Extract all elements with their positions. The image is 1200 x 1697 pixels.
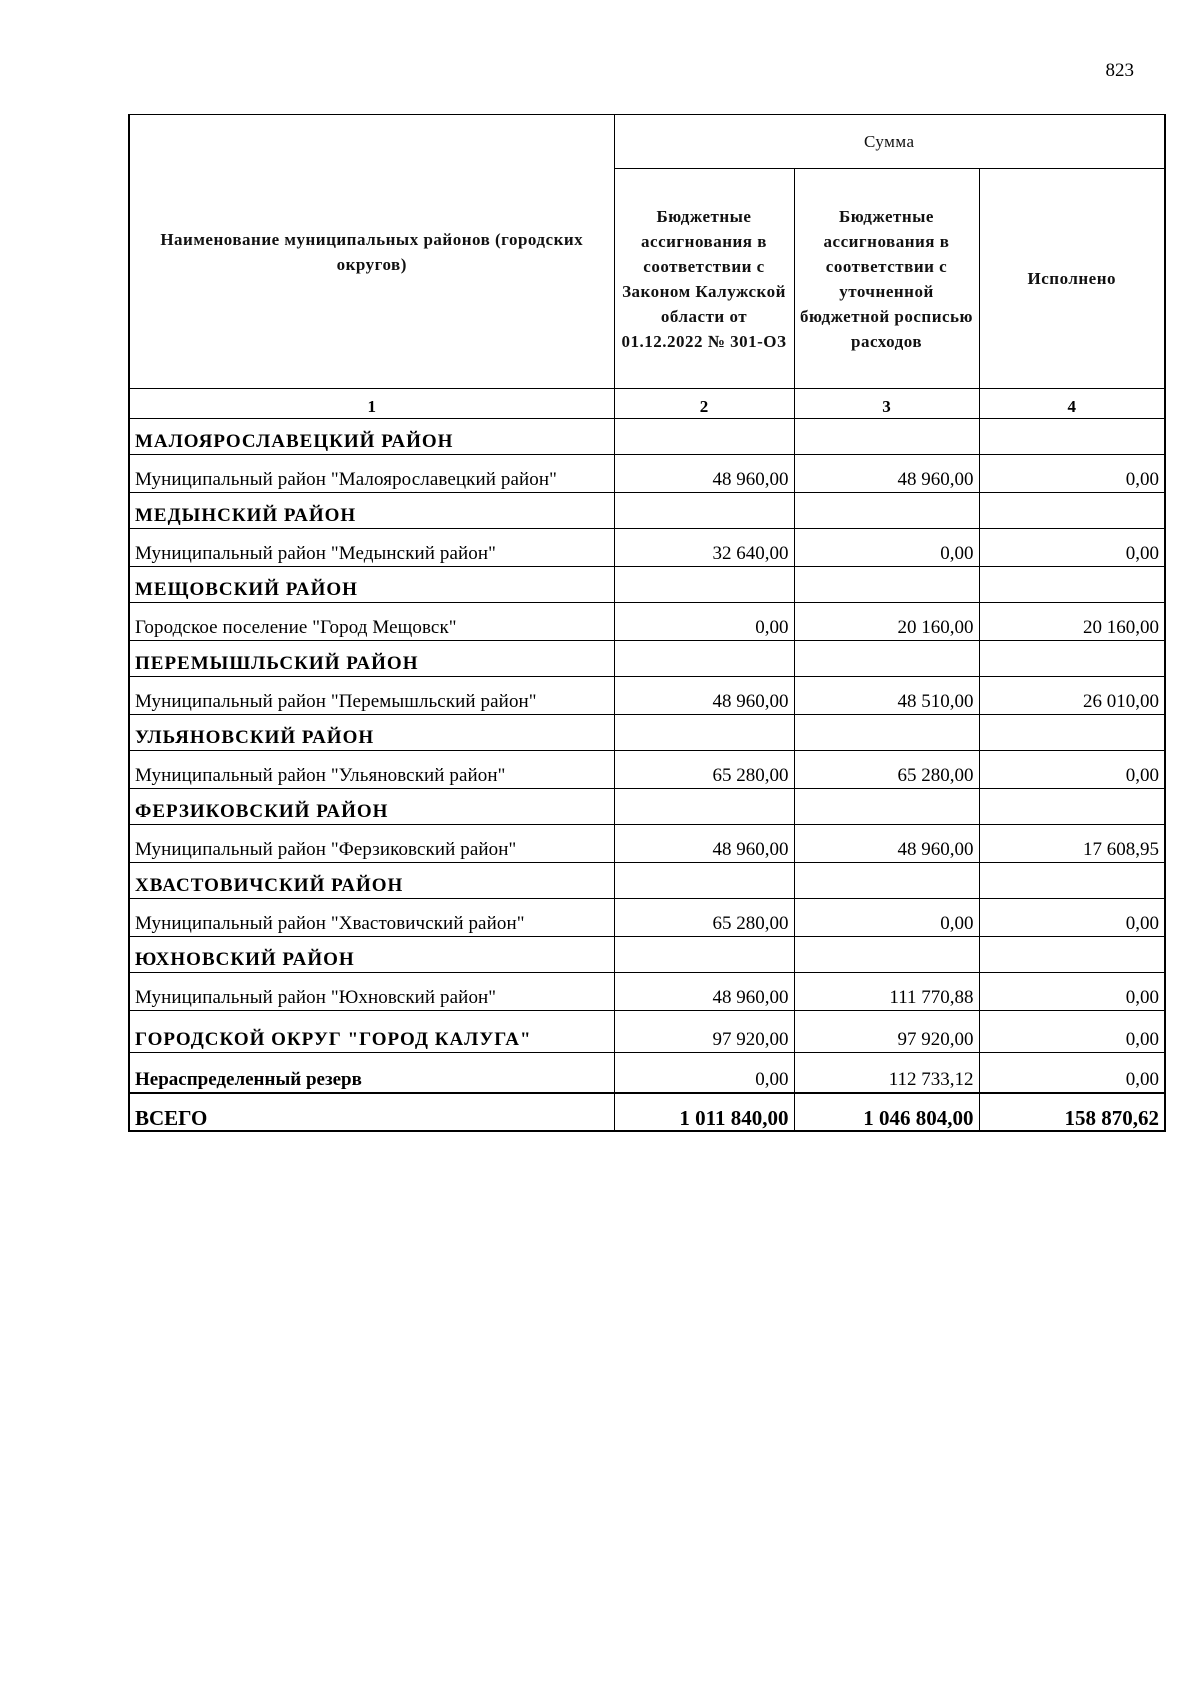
table-row <box>129 1053 1165 1093</box>
district-name: ЮХНОВСКИЙ РАЙОН <box>129 937 614 973</box>
value-c4 <box>979 863 1165 899</box>
district-row <box>129 715 1165 751</box>
value-c4 <box>979 567 1165 603</box>
district-name: МЕЩОВСКИЙ РАЙОН <box>129 567 614 603</box>
value-c3: 20 160,00 <box>794 603 979 641</box>
value-c3: 48 510,00 <box>794 677 979 715</box>
value-c4: 0,00 <box>979 1011 1165 1053</box>
index-1: 1 <box>129 389 614 419</box>
value-c3 <box>794 493 979 529</box>
value-c4 <box>979 937 1165 973</box>
district-row <box>129 937 1165 973</box>
value-c2 <box>614 789 794 825</box>
value-c3 <box>794 937 979 973</box>
value-c2: 32 640,00 <box>614 529 794 567</box>
municipality-name: Муниципальный район "Ульяновский район" <box>129 751 614 789</box>
municipality-name: Муниципальный район "Малоярославецкий район" <box>129 455 614 493</box>
table-row <box>129 677 1165 715</box>
total-row <box>129 1093 1165 1131</box>
district-row <box>129 641 1165 677</box>
value-c3: 111 770,88 <box>794 973 979 1011</box>
value-c2 <box>614 419 794 455</box>
district-name: УЛЬЯНОВСКИЙ РАЙОН <box>129 715 614 751</box>
value-c3 <box>794 715 979 751</box>
table-row <box>129 751 1165 789</box>
table-row <box>129 973 1165 1011</box>
value-c4: 17 608,95 <box>979 825 1165 863</box>
value-c4 <box>979 419 1165 455</box>
value-c2: 97 920,00 <box>614 1011 794 1053</box>
value-c2: 0,00 <box>614 603 794 641</box>
district-name: МЕДЫНСКИЙ РАЙОН <box>129 493 614 529</box>
district-row <box>129 567 1165 603</box>
total-label: ВСЕГО <box>129 1093 614 1131</box>
header-col3: Бюджетные ассигнования в соответствии с уточненной бюджетной росписью расходов <box>794 169 979 389</box>
municipality-name: Городское поселение "Город Мещовск" <box>129 603 614 641</box>
value-c4: 0,00 <box>979 1053 1165 1093</box>
value-c3 <box>794 567 979 603</box>
value-c3: 48 960,00 <box>794 455 979 493</box>
municipality-name: Муниципальный район "Ферзиковский район" <box>129 825 614 863</box>
value-c2: 48 960,00 <box>614 825 794 863</box>
value-c3: 48 960,00 <box>794 825 979 863</box>
total-c2: 1 011 840,00 <box>614 1093 794 1131</box>
budget-table <box>128 114 1166 1132</box>
value-c3: 0,00 <box>794 529 979 567</box>
value-c2 <box>614 641 794 677</box>
value-c2 <box>614 937 794 973</box>
header-sum: Сумма <box>614 115 1165 169</box>
value-c4 <box>979 789 1165 825</box>
district-name: ПЕРЕМЫШЛЬСКИЙ РАЙОН <box>129 641 614 677</box>
value-c4 <box>979 715 1165 751</box>
table-row <box>129 529 1165 567</box>
index-row <box>129 389 1165 419</box>
value-c3 <box>794 863 979 899</box>
value-c2: 48 960,00 <box>614 973 794 1011</box>
value-c3 <box>794 641 979 677</box>
total-c3: 1 046 804,00 <box>794 1093 979 1131</box>
value-c2: 48 960,00 <box>614 455 794 493</box>
header-col4: Исполнено <box>979 169 1165 389</box>
table-row <box>129 1011 1165 1053</box>
value-c3 <box>794 789 979 825</box>
value-c4: 0,00 <box>979 973 1165 1011</box>
table-row <box>129 825 1165 863</box>
value-c2: 65 280,00 <box>614 751 794 789</box>
city-name: ГОРОДСКОЙ ОКРУГ "ГОРОД КАЛУГА" <box>129 1011 614 1053</box>
table-row <box>129 899 1165 937</box>
value-c2: 48 960,00 <box>614 677 794 715</box>
value-c4: 0,00 <box>979 455 1165 493</box>
value-c4: 20 160,00 <box>979 603 1165 641</box>
page-number: 823 <box>1105 60 1134 81</box>
municipality-name: Муниципальный район "Перемышльский район" <box>129 677 614 715</box>
district-name: ХВАСТОВИЧСКИЙ РАЙОН <box>129 863 614 899</box>
municipality-name: Муниципальный район "Хвастовичский район" <box>129 899 614 937</box>
value-c2 <box>614 863 794 899</box>
index-2: 2 <box>614 389 794 419</box>
value-c4: 0,00 <box>979 529 1165 567</box>
value-c4 <box>979 641 1165 677</box>
value-c2 <box>614 567 794 603</box>
value-c4: 0,00 <box>979 751 1165 789</box>
value-c4: 26 010,00 <box>979 677 1165 715</box>
index-4: 4 <box>979 389 1165 419</box>
header-row-sum <box>129 115 1165 169</box>
value-c2: 65 280,00 <box>614 899 794 937</box>
district-name: МАЛОЯРОСЛАВЕЦКИЙ РАЙОН <box>129 419 614 455</box>
district-row <box>129 863 1165 899</box>
district-row <box>129 789 1165 825</box>
municipality-name: Муниципальный район "Юхновский район" <box>129 973 614 1011</box>
municipality-name: Муниципальный район "Медынский район" <box>129 529 614 567</box>
header-col2: Бюджетные ассигнования в соответствии с Законом Калужской области от 01.12.2022 № 301-ОЗ <box>614 169 794 389</box>
table-row <box>129 455 1165 493</box>
value-c2 <box>614 715 794 751</box>
district-row <box>129 493 1165 529</box>
table-row <box>129 603 1165 641</box>
value-c3 <box>794 419 979 455</box>
value-c3: 65 280,00 <box>794 751 979 789</box>
index-3: 3 <box>794 389 979 419</box>
reserve-name: Нераспределенный резерв <box>129 1053 614 1093</box>
value-c4: 0,00 <box>979 899 1165 937</box>
district-row <box>129 419 1165 455</box>
total-c4: 158 870,62 <box>979 1093 1165 1131</box>
district-name: ФЕРЗИКОВСКИЙ РАЙОН <box>129 789 614 825</box>
value-c2: 0,00 <box>614 1053 794 1093</box>
value-c3: 112 733,12 <box>794 1053 979 1093</box>
value-c3: 0,00 <box>794 899 979 937</box>
value-c2 <box>614 493 794 529</box>
header-name: Наименование муниципальных районов (городских округов) <box>129 115 614 389</box>
value-c3: 97 920,00 <box>794 1011 979 1053</box>
value-c4 <box>979 493 1165 529</box>
